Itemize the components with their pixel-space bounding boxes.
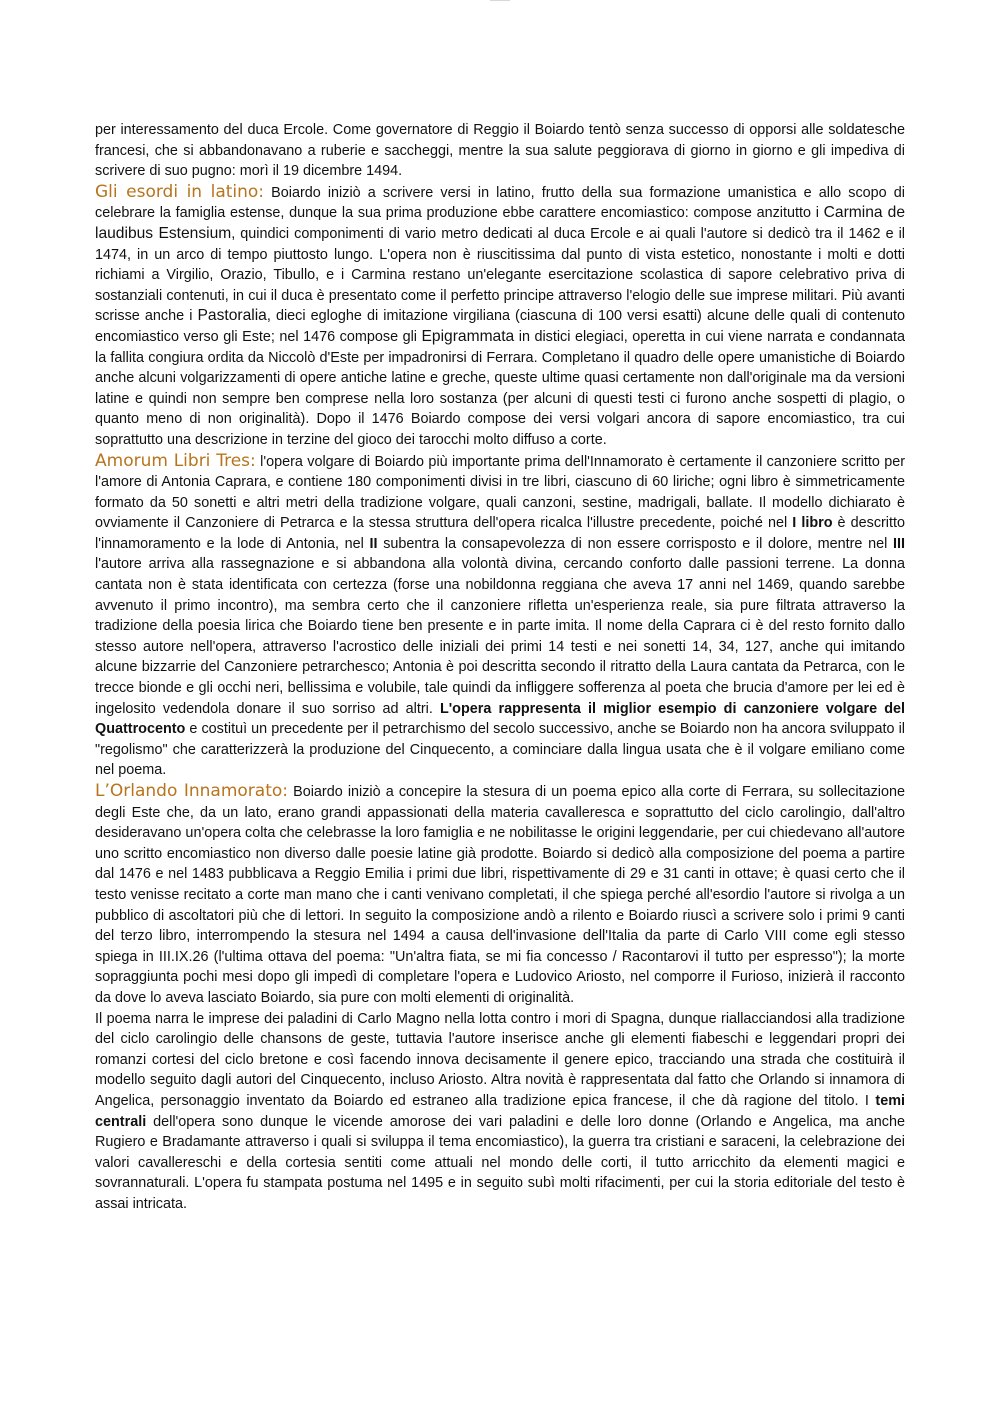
- intro-text: per interessamento del duca Ercole. Come governatore di Reggio il Boiardo tentò senza successo di opporsi alle soldatesche francesi, che si abbandonavano a ruberie e saccheggi, mentre la sua salute peggiorava di giorno in giorno e gli impediva di scrivere di suo pugno: morì il 19 dicembre 1494.: [95, 122, 905, 180]
- amorum-text-4: l'autore arriva alla rassegnazione e si abbandona alla volontà divina, cercando conforto dalle passioni terrene. La donna cantata non è stata identificata con certezza (forse una nobildonna reggiana che aveva 17 anni nel 1469, quando sarebbe avvenuto il primo incontro), ma sembra certo che il canzoniere rifletta un'esperienza reale, sia pure filtrata attraverso la tradizione della poesia lirica che Boiardo tiene ben presente e in parte imita. Il nome della Caprara ci è del resto fornito dallo stesso autore nell'opera, attraverso l'acrostico delle iniziali dei primi 14 testi e nei sonetti 14, 34, 127, anche qui imitando alcune bizzarrie del Canzoniere petrarchesco; Antonia è poi descritta secondo il ritratto della Laura cantata da Petrarca, con le trecce bionde e gli occhi neri, bellissima e volubile, tale quindi da infliggere sofferenza al poeta che brucia d'amore per lei ed è ingelosito vedendola donare il suo sorriso ad altri.: [95, 556, 905, 717]
- orlando-bold-temi: temi centrali: [95, 1092, 905, 1130]
- amorum-bold-libro-1: I libro: [792, 515, 833, 532]
- latino-text-1: Boiardo iniziò a scrivere versi in latino, frutto della sua formazione umanistica e allo scopo di celebrare la famiglia estense, dunque la sua prima produzione ebbe carattere encomiastico: compose anzitutto i: [95, 184, 905, 222]
- section-heading-orlando: L’Orlando Innamorato:: [95, 781, 289, 801]
- latino-text-3: , dieci egloghe di imitazione virgiliana (ciascuna di 100 versi esatti) alcune delle quali di contenuto encomiastico verso gli Este; nel 1476 compose gli: [95, 308, 905, 345]
- amorum-text-1: l'opera volgare di Boiardo più importante prima dell'Innamorato è certamente il canzoniere scritto per l'amore di Antonia Caprara, e contiene 180 componimenti divisi in tre libri, ciascuno di 60 liriche; ogni libro è simmetricamente formato da 50 sonetti e altri metri della tradizione volgare, quali canzoni, sestine, madrigali, ballate. Il modello dichiarato è ovviamente il Canzoniere di Petrarca e la stessa struttura dell'opera ricalca l'illustre precedente, poiché nel: [95, 453, 906, 532]
- amorum-text-5: e costituì un precedente per il petrarchismo del secolo successivo, anche se Boiardo non ha ancora sviluppato il "regolismo" che caratterizzerà la produzione del Cinquecento, a cominciare dalla lingua usata che è il volgare emiliano come nel poema.: [95, 721, 905, 779]
- section-amorum: [95, 451, 905, 782]
- amorum-bold-libro-2: II: [369, 535, 378, 552]
- orlando-p2-text-2: dell'opera sono dunque le vicende amorose dei vari paladini e delle loro donne (Orlando e Angelica, ma anche Rugiero e Bradamante attraverso i quali si sviluppa il tema encomiastico), la guerra tra cristiani e saraceni, la celebrazione dei valori cavallereschi e della cortesia sentiti come attuali nel mondo delle corti, il tutto arricchito da elementi magici e sovrannaturali. L'opera fu stampata postuma nel 1495 e in seguito subì molti rifacimenti, per cui la storia editoriale del testo è assai intricata.: [95, 1113, 905, 1212]
- section-heading-amorum: Amorum Libri Tres:: [95, 450, 256, 471]
- work-title-pastoralia: Pastoralia: [197, 307, 267, 325]
- document-body: [95, 120, 905, 1214]
- amorum-text-2: è descritto l'innamoramento e la lode di Antonia, nel: [95, 515, 905, 552]
- section-heading-latino: Gli esordi in latino:: [95, 181, 265, 202]
- orlando-paragraph-2: [95, 1009, 905, 1215]
- section-latino: [95, 182, 905, 451]
- work-title-carmina: Carmina de laudibus Estensium: [95, 204, 905, 242]
- amorum-bold-libro-3: III: [893, 535, 905, 552]
- page-header-mark: [490, 0, 510, 3]
- amorum-text-3: subentra la consapevolezza di non essere corrisposto e il dolore, mentre nel: [377, 535, 893, 552]
- intro-paragraph: [95, 120, 905, 182]
- latino-text-4: in distici elegiaci, operetta in cui viene narrata e condannata la fallita congiura ordita da Niccolò d'Este per impadronirsi di Ferrara. Completano il quadro delle opere umanistiche di Boiardo anche alcuni volgarizzamenti di opere antiche latine e greche, queste ultime quasi certamente non dall'originale ma da versioni latine e quindi non sempre ben comprese nella loro sostanza (per alcuni di questi testi ci furono anche sospetti di plagio, o quanto meno di non originalità). Dopo il 1476 Boiardo compose dei versi volgari ancora di sapore encomiastico, tra cui soprattutto una descrizione in terzine del gioco dei tarocchi molto diffuso a corte.: [95, 328, 905, 448]
- section-orlando: [95, 781, 905, 1009]
- work-title-epigrammata: Epigrammata: [421, 327, 515, 345]
- latino-text-2: , quindici componimenti di vario metro dedicati al duca Ercole e ai quali l'autore si dedicò tra il 1462 e il 1474, in un arco di tempo piuttosto lungo. L'opera non è riuscitissima dal punto di vista estetico, nonostante i molti e dotti richiami a Virgilio, Orazio, Tibullo, e i Carmina restano un'elegante esercitazione scolastica di sapore celebrativo priva di sostanziali contenuti, in cui il duca è presentato come il perfetto principe attraverso l'elogio delle sue imprese militari. Più avanti scrisse anche i: [95, 225, 905, 325]
- orlando-p2-text-1: Il poema narra le imprese dei paladini di Carlo Magno nella lotta contro i mori di Spagna, dunque riallacciandosi alla tradizione del ciclo carolingio delle chansons de geste, tuttavia l'autore inserisce anche gli elementi fiabeschi e leggendari propri dei romanzi cortesi del ciclo bretone e così facendo innova decisamente il genere epico, tracciando una strada che costituirà il modello seguito dagli autori del Cinquecento, incluso Ariosto. Altra novità è rappresentata dal fatto che Orlando si innamora di Angelica, personaggio inventato da Boiardo ed estraneo alla tradizione epica francese, il che dà ragione del titolo. I: [95, 1010, 905, 1109]
- orlando-text-1: Boiardo iniziò a concepire la stesura di un poema epico alla corte di Ferrara, su sollecitazione degli Este che, da un lato, erano grandi appassionati della materia cavalleresca e soprattutto del ciclo carolingio, dall'altro desideravano un'opera colta che celebrasse la loro famiglia e ne nobilitasse le origini leggendarie, per cui chiedevano all'autore uno scritto encomiastico non diverso dalle poesie latine già prodotte. Boiardo si dedicò alla composizione del poema a partire dal 1476 e nel 1483 pubblicava a Reggio Emilia i primi due libri, rispettivamente di 29 e 31 canti in ottave; è quasi certo che il testo venisse recitato a corte man mano che i canti venivano completati, il che spiega perché all'esordio l'autore si rivolga a un pubblico di ascoltatori più che di lettori. In seguito la composizione andò a rilento e Boiardo riuscì a scrivere solo i primi 9 canti del terzo libro, interrompendo la stesura nel 1494 a causa dell'invasione dell'Italia da parte di Carlo VIII come egli stesso spiega in III.IX.26 (l'ultima ottava del poema: "Un'altra fiata, se mi fia concesso / Racontarovi il tutto per espresso"); la morte sopraggiunta pochi mesi dopo gli impedì di completare l'opera e Ludovico Ariosto, nel comporre il Furioso, inizierà il racconto da dove lo aveva lasciato Boiardo, sia pure con molti elementi di originalità.: [95, 784, 905, 1006]
- amorum-bold-statement: L'opera rappresenta il miglior esempio di canzoniere volgare del Quattrocento: [95, 700, 905, 738]
